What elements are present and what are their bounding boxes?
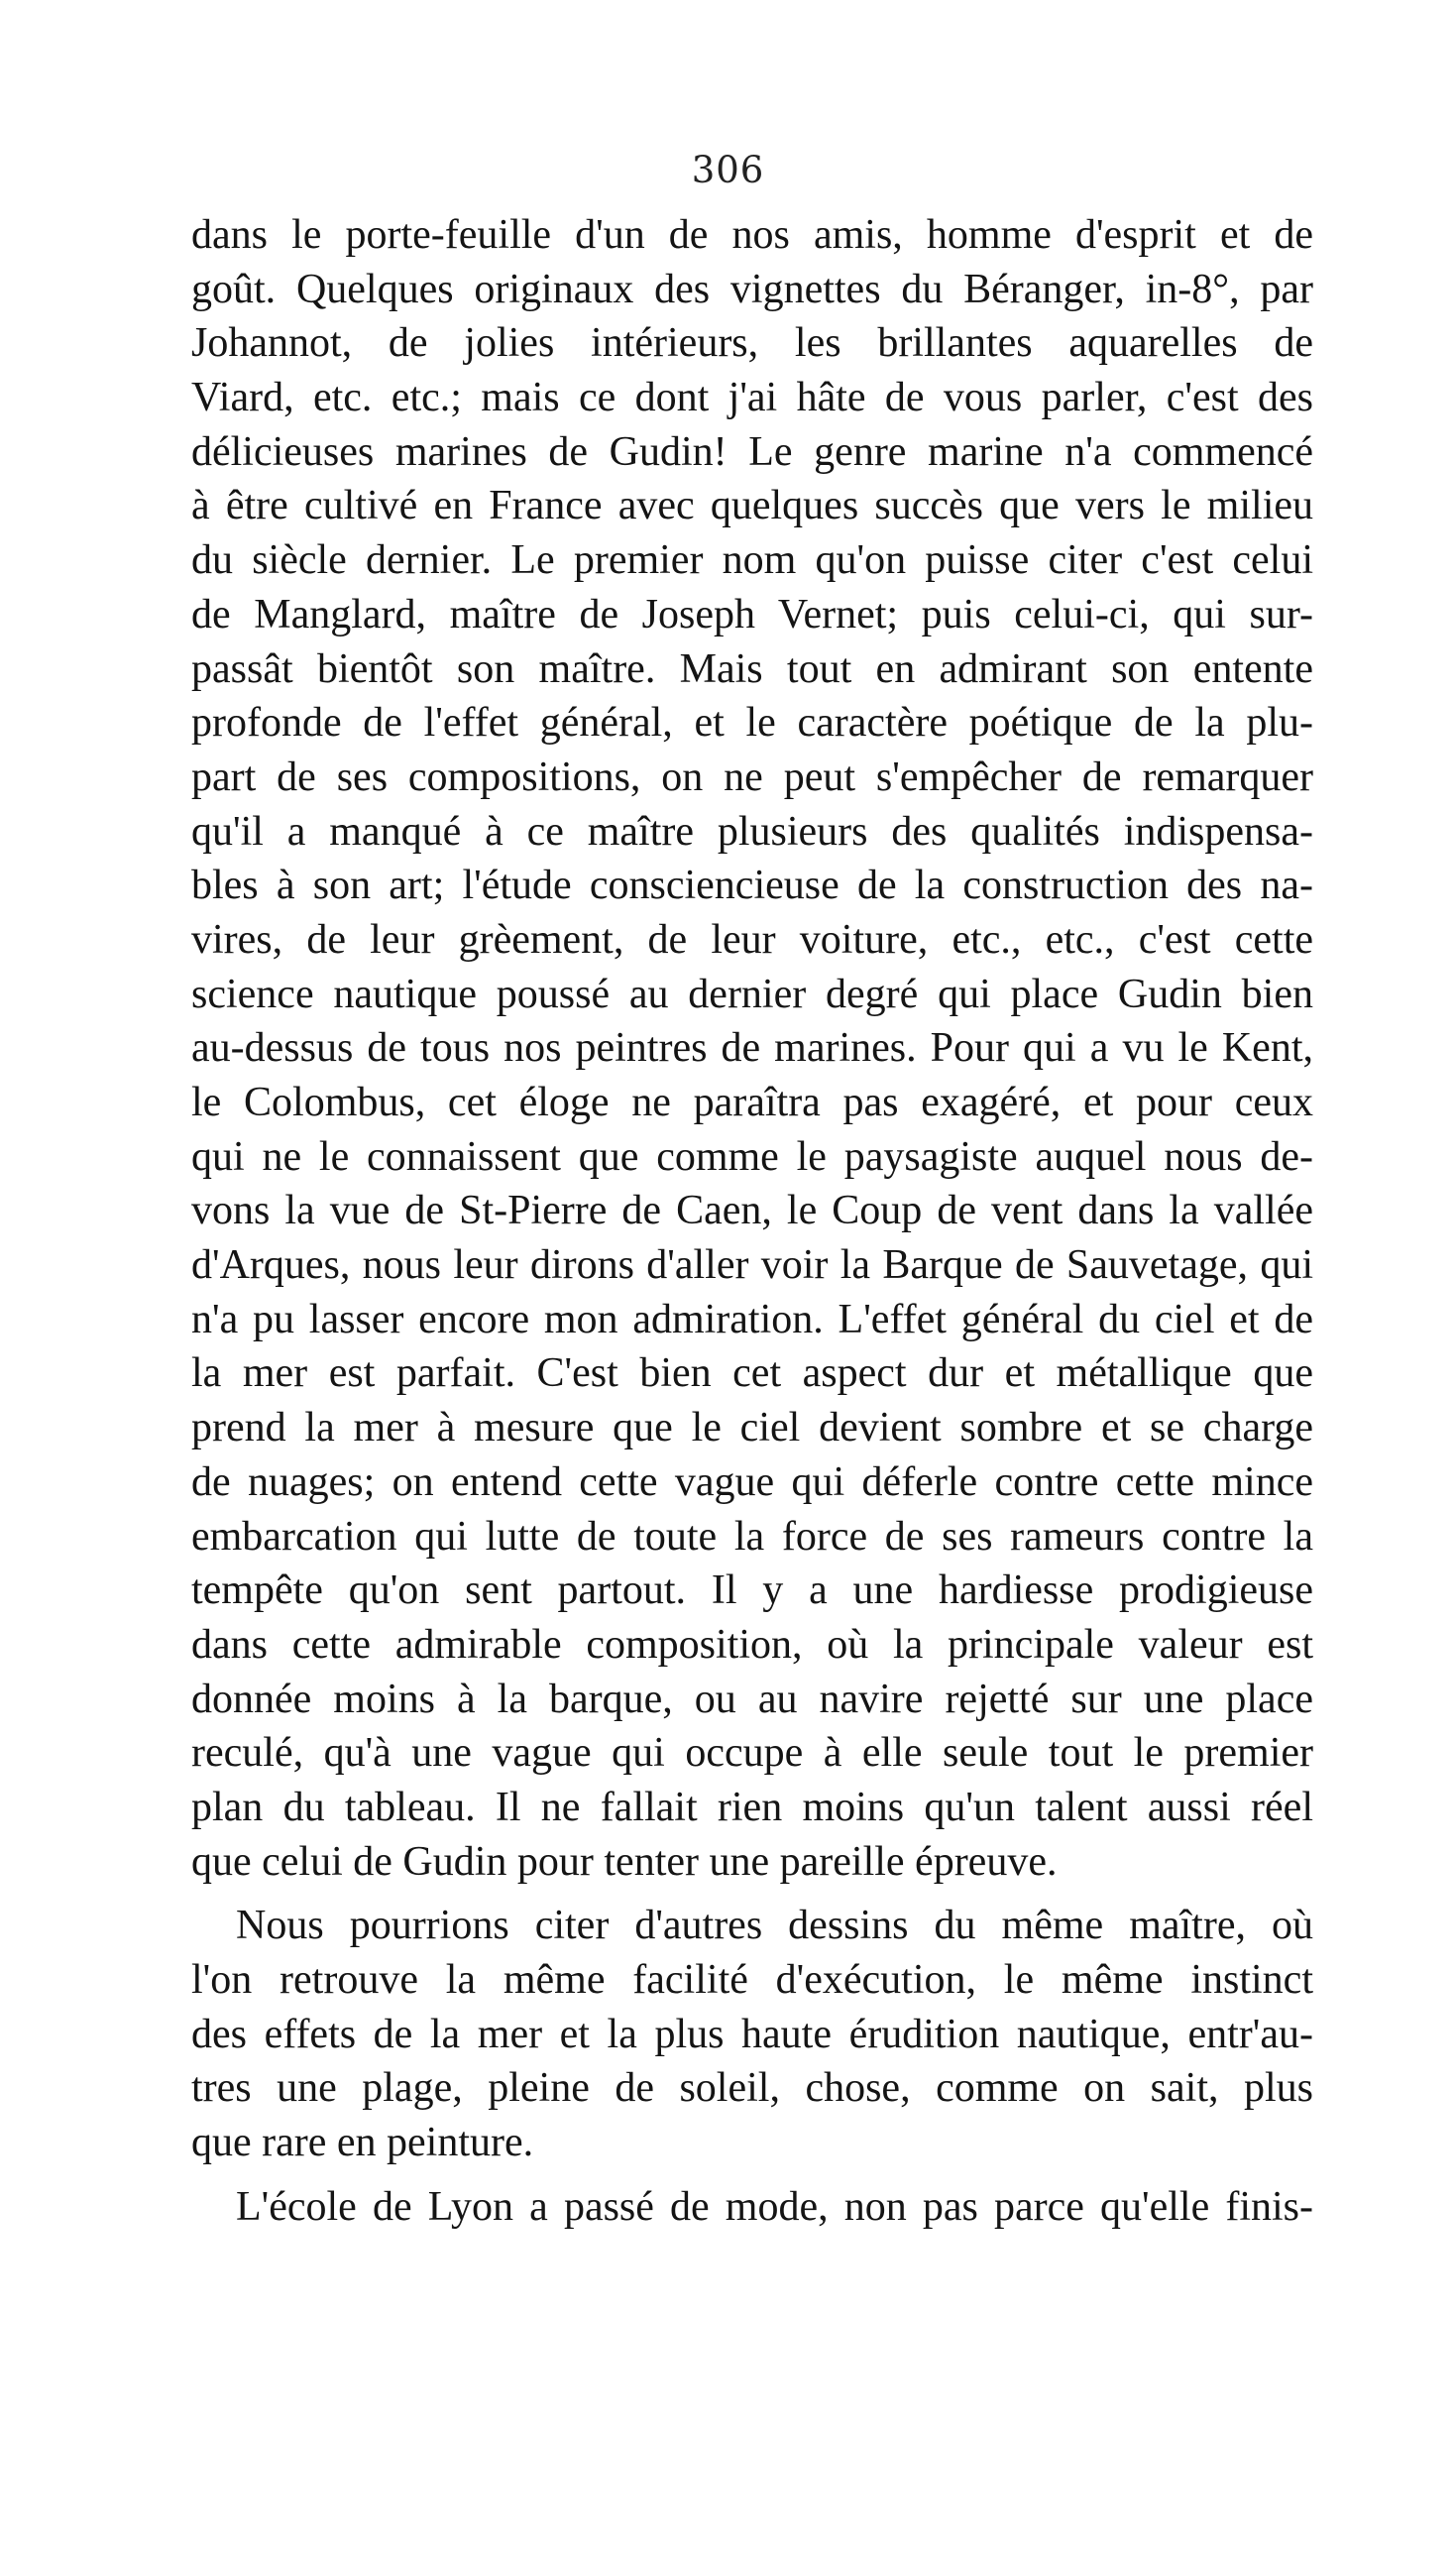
text-line: qui ne le connaissent que comme le paysagiste auquel nous de- xyxy=(191,1133,1313,1180)
text-line: qu'il a manqué à ce maître plusieurs des qualités indispensa- xyxy=(191,808,1313,855)
text-line: au-dessus de tous nos peintres de marines. Pour qui a vu le Kent, xyxy=(191,1025,1313,1072)
text-line: science nautique poussé au dernier degré qui place Gudin bien xyxy=(191,971,1313,1017)
text-line: à être cultivé en France avec quelques succès que vers le milieu xyxy=(191,483,1313,529)
text-line: vons la vue de St-Pierre de Caen, le Coup de vent dans la vallée xyxy=(191,1188,1313,1234)
text-line: donnée moins à la barque, ou au navire rejetté sur une place xyxy=(191,1676,1313,1722)
text-line: n'a pu lasser encore mon admiration. L'effet général du ciel et de xyxy=(191,1296,1313,1342)
paragraph xyxy=(191,1899,1313,2169)
text-line: délicieuses marines de Gudin! Le genre marine n'a commencé xyxy=(191,428,1313,475)
text-line: plan du tableau. Il ne fallait rien moins qu'un talent aussi réel xyxy=(191,1784,1313,1830)
text-line: la mer est parfait. C'est bien cet aspect dur et métallique que xyxy=(191,1350,1313,1397)
paragraph xyxy=(191,2180,1313,2235)
body-text xyxy=(191,208,1313,2234)
text-line: que celui de Gudin pour tenter une pareille épreuve. xyxy=(191,1838,1058,1885)
text-line: que rare en peinture. xyxy=(191,2120,534,2166)
text-line: part de ses compositions, on ne peut s'empêcher de remarquer xyxy=(191,754,1313,800)
paragraph xyxy=(191,208,1313,1889)
text-line: tempête qu'on sent partout. Il y a une hardiesse prodigieuse xyxy=(191,1567,1313,1614)
text-line: reculé, qu'à une vague qui occupe à elle seule tout le premier xyxy=(191,1730,1313,1777)
text-line: des effets de la mer et la plus haute érudition nautique, entr'au- xyxy=(191,2011,1313,2057)
text-line: le Colombus, cet éloge ne paraîtra pas exagéré, et pour ceux xyxy=(191,1080,1313,1125)
text-line: goût. Quelques originaux des vignettes du Béranger, in-8°, par xyxy=(191,266,1313,312)
text-line: tres une plage, pleine de soleil, chose, comme on sait, plus xyxy=(191,2065,1313,2112)
text-line: vires, de leur grèement, de leur voiture, etc., etc., c'est cette xyxy=(191,916,1313,963)
text-line: dans le porte-feuille d'un de nos amis, homme d'esprit et de xyxy=(191,212,1313,258)
text-line: dans cette admirable composition, où la principale valeur est xyxy=(191,1621,1313,1668)
text-line: d'Arques, nous leur dirons d'aller voir la Barque de Sauvetage, qui xyxy=(191,1242,1313,1289)
text-line: Nous pourrions citer d'autres dessins du même maître, où xyxy=(236,1903,1313,1949)
text-line: Viard, etc. etc.; mais ce dont j'ai hâte de vous parler, c'est des xyxy=(191,375,1313,421)
text-line: prend la mer à mesure que le ciel devient sombre et se charge xyxy=(191,1405,1313,1451)
text-line: embarcation qui lutte de toute la force de ses rameurs contre la xyxy=(191,1513,1313,1560)
text-line: Johannot, de jolies intérieurs, les brillantes aquarelles de xyxy=(191,320,1313,367)
text-line: L'école de Lyon a passé de mode, non pas parce qu'elle finis- xyxy=(236,2183,1313,2230)
text-line: du siècle dernier. Le premier nom qu'on puisse citer c'est celui xyxy=(191,537,1313,584)
text-line: passât bientôt son maître. Mais tout en admirant son entente xyxy=(191,645,1313,692)
text-line: bles à son art; l'étude consciencieuse de la construction des na- xyxy=(191,863,1313,909)
text-line: de Manglard, maître de Joseph Vernet; puis celui-ci, qui sur- xyxy=(191,591,1313,638)
page-number: 306 xyxy=(691,149,765,191)
text-line: de nuages; on entend cette vague qui déferle contre cette mince xyxy=(191,1458,1313,1505)
text-line: profonde de l'effet général, et le caractère poétique de la plu- xyxy=(191,700,1313,747)
text-line: l'on retrouve la même facilité d'exécution, le même instinct xyxy=(191,1957,1313,2003)
